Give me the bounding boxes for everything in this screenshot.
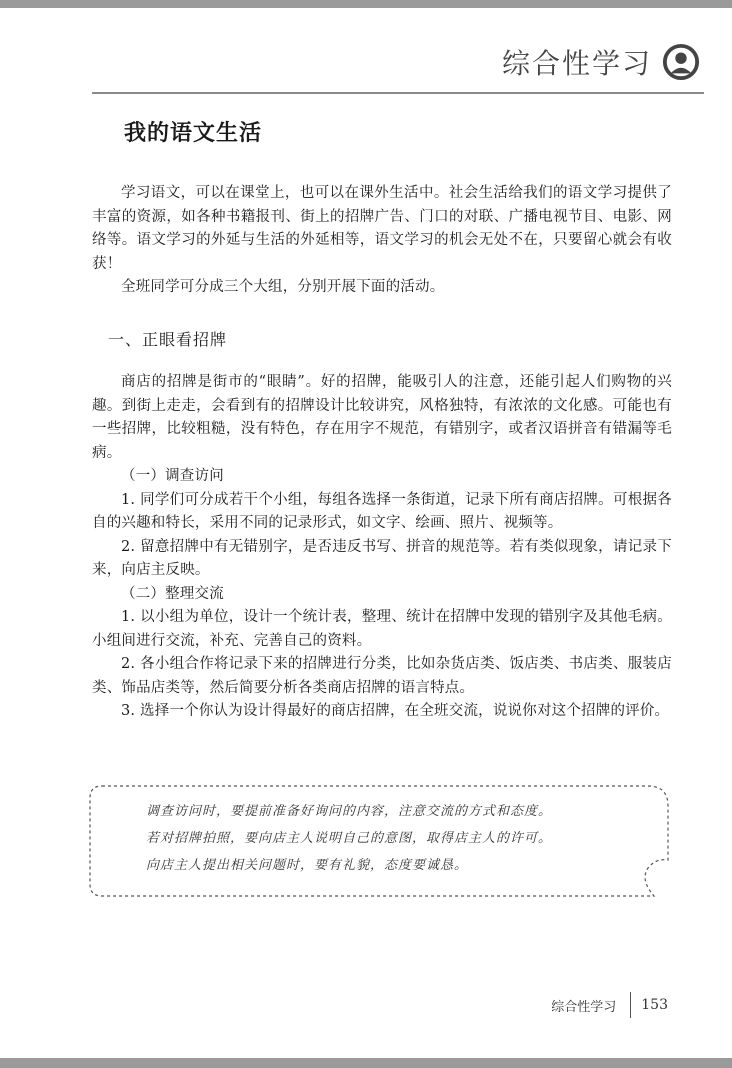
section-heading: 一、正眼看招牌 (108, 329, 228, 349)
page-number: 153 (641, 997, 668, 1013)
part-title: （二）整理交流 (121, 585, 224, 602)
main-content (92, 182, 672, 724)
part-title: （一）调查访问 (121, 468, 224, 484)
tip-text (146, 798, 552, 879)
bottom-border-bar (0, 1058, 732, 1068)
list-item: 2. 留意招牌中有无错别字，是否违反书写、拼音的规范等。若有类似现象，请记录下来，向店主反映。 (92, 538, 672, 578)
list-item: 2. 各小组合作将记录下来的招牌进行分类，比如杂货店类、饭店类、书店类、服装店类、饰品店类等，然后简要分析各类商店招牌的语言特点。 (92, 656, 672, 696)
intro-paragraph: 全班同学可分成三个大组，分别开展下面的活动。 (121, 279, 445, 295)
section-intro-paragraph: 商店的招牌是街市的“眼睛”。好的招牌，能吸引人的注意，还能引起人们购物的兴趣。到街上走走，会看到有的招牌设计比较讲究，风格独特，有浓浓的文化感。可能也有一些招牌，比较粗糙，没有特色，存在用字不规范，有错别字，或者汉语拼音有错漏等毛病。 (92, 374, 672, 461)
page-title: 我的语文生活 (124, 120, 263, 146)
section-title: 综合性学习 (501, 47, 652, 80)
person-badge-icon (662, 43, 700, 81)
intro-paragraph: 学习语文，可以在课堂上，也可以在课外生活中。社会生活给我们的语文学习提供了丰富的资源，如各种书籍报刊、街上的招牌广告、门口的对联、广播电视节目、电影、网络等。语文学习的外延与生活的外延相等，语文学习的机会无处不在，只要留心就会有收获！ (92, 185, 672, 272)
list-item: 3. 选择一个你认为设计得最好的商店招牌，在全班交流，说说你对这个招牌的评价。 (121, 703, 670, 719)
section-header (502, 42, 700, 82)
top-border-bar (0, 0, 732, 8)
footer-label: 综合性学习 (551, 999, 617, 1015)
tip-line: 若对招牌拍照，要向店主人说明自己的意图，取得店主人的许可。 (146, 831, 553, 846)
list-item: 1. 以小组为单位，设计一个统计表，整理、统计在招牌中发现的错别字及其他毛病。小组间进行交流，补充、完善自己的资料。 (92, 609, 672, 649)
header-rule (92, 92, 704, 94)
tip-box (88, 784, 670, 898)
page-footer (551, 992, 668, 1018)
tip-line: 调查访问时，要提前准备好询问的内容，注意交流的方式和态度。 (146, 804, 553, 819)
footer-divider (630, 992, 631, 1018)
tip-line: 向店主人提出相关问题时，要有礼貌，态度要诚恳。 (146, 858, 469, 873)
list-item: 1. 同学们可分成若干个小组，每组各选择一条街道，记录下所有商店招牌。可根据各自的兴趣和特长，采用不同的记录形式，如文字、绘画、照片、视频等。 (92, 491, 672, 531)
